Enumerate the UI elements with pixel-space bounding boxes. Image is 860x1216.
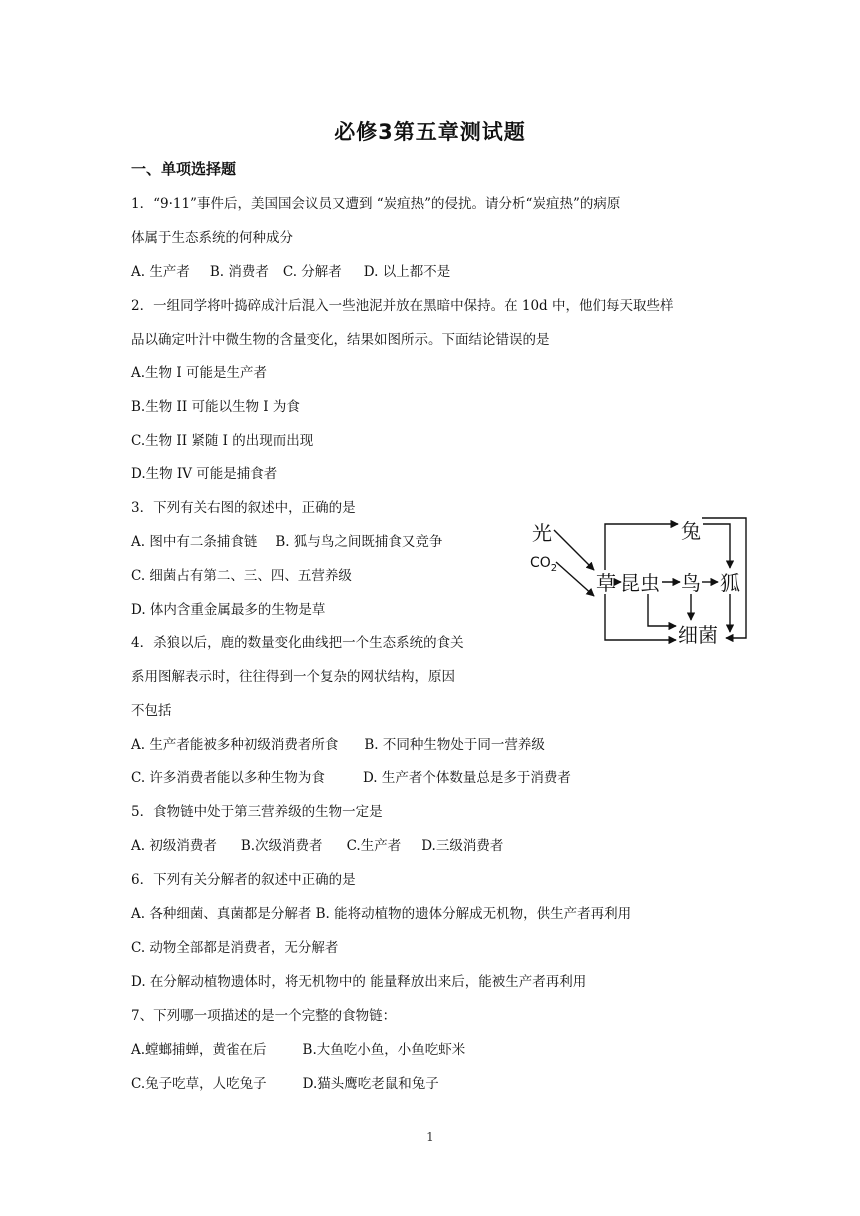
arrow-co2-to-grass: [556, 562, 594, 596]
q6-option-d: D. 在分解动植物遗体时，将无机物中的 能量释放出来后，能被生产者再利用: [131, 974, 587, 990]
q2-option-c: C.生物 II 紧随 I 的出现而出现: [131, 433, 314, 449]
q5-stem: 5．食物链中处于第三营养级的生物一定是: [131, 804, 383, 820]
arrow-grass-to-rabbit: [605, 524, 678, 570]
node-fox: 狐: [720, 571, 740, 595]
q4-stem-line3: 不包括: [131, 703, 172, 719]
q6-options-ab: A. 各种细菌、真菌都是分解者 B. 能将动植物的遗体分解成无机物，供生产者再利用: [131, 906, 632, 922]
q3-options-ab: [131, 530, 442, 550]
q2-option-b: B.生物 II 可能以生物 I 为食: [131, 399, 300, 415]
node-grass: 草: [596, 571, 616, 595]
q5-option-c: C.生产者: [346, 838, 402, 854]
q4-option-b: B. 不同种生物处于同一营养级: [364, 737, 545, 753]
q4-option-d: D. 生产者个体数量总是多于消费者: [362, 770, 571, 786]
q7-option-b: B.大鱼吃小鱼，小鱼吃虾米: [302, 1042, 466, 1058]
q4-options-ab: [131, 733, 545, 753]
q1-option-c: C. 分解者: [282, 264, 342, 280]
page-title: 必修3第五章测试题: [334, 120, 526, 144]
q5-option-b: B.次级消费者: [240, 838, 323, 854]
node-co2: $CO_2$: [530, 555, 558, 574]
q6-stem: 6．下列有关分解者的叙述中正确的是: [131, 872, 356, 888]
q1-stem-line1: 1．“9·11”事件后，美国国会议员又遭到 “炭疽热”的侵扰。请分析“炭疽热”的病原: [131, 196, 621, 212]
q7-stem: 7、下列哪一项描述的是一个完整的食物链：: [131, 1008, 397, 1024]
node-light: 光: [532, 521, 552, 545]
q3-option-d: D. 体内含重金属最多的生物是草: [131, 602, 326, 618]
arrow-insect-to-bacteria: [648, 594, 676, 626]
q4-options-cd: [131, 766, 571, 786]
q2-option-d: D.生物 IV 可能是捕食者: [131, 466, 278, 482]
q2-option-a: A.生物 I 可能是生产者: [131, 365, 267, 381]
q1-option-b: B. 消费者: [209, 264, 269, 280]
node-rabbit: 兔: [681, 519, 701, 543]
page-number: 1: [426, 1130, 434, 1144]
q7-option-d: D.猫头鹰吃老鼠和兔子: [302, 1076, 439, 1092]
q2-stem-line1: 2．一组同学将叶捣碎成汁后混入一些池泥并放在黑暗中保持。在 10d 中，他们每天取些样: [131, 298, 674, 314]
q1-options: [131, 260, 450, 280]
node-bird: 鸟: [681, 571, 701, 595]
q5-options: [131, 834, 503, 854]
q5-option-d: D.三级消费者: [421, 838, 504, 854]
q1-stem-line2: 体属于生态系统的何种成分: [131, 230, 293, 246]
q4-option-c: C. 许多消费者能以多种生物为食: [131, 770, 325, 786]
q3-stem: 3．下列有关右图的叙述中，正确的是: [131, 500, 356, 516]
q7-option-c: C.兔子吃草，人吃兔子: [131, 1076, 267, 1092]
q5-option-a: A. 初级消费者: [131, 838, 217, 854]
q6-option-c: C. 动物全部都是消费者，无分解者: [131, 940, 339, 956]
node-bacteria: 细菌: [678, 623, 718, 647]
q4-stem-line1: 4．杀狼以后，鹿的数量变化曲线把一个生态系统的食关: [131, 635, 464, 651]
q7-option-a: A.螳螂捕蝉，黄雀在后: [131, 1042, 267, 1058]
arrow-grass-to-bacteria: [605, 594, 676, 640]
q3-option-a: A. 图中有二条捕食链: [131, 534, 258, 550]
node-insect: 昆虫: [620, 571, 660, 595]
q3-option-c: C. 细菌占有第二、三、四、五营养级: [131, 568, 352, 584]
q1-option-d: D. 以上都不是: [363, 264, 451, 280]
q7-options-ab: [131, 1038, 465, 1058]
q2-stem-line2: 品以确定叶汁中微生物的含量变化，结果如图所示。下面结论错误的是: [131, 332, 550, 348]
arrow-rabbit-to-fox: [703, 524, 730, 568]
q4-stem-line2: 系用图解表示时，往往得到一个复杂的网状结构，原因: [131, 669, 455, 685]
q4-option-a: A. 生产者能被多种初级消费者所食: [131, 737, 339, 753]
q3-option-b: B. 狐与鸟之间既捕食又竞争: [275, 534, 443, 550]
arrow-light-to-grass: [554, 530, 594, 570]
q1-option-a: A. 生产者: [131, 264, 190, 280]
section-heading: 一、单项选择题: [131, 160, 237, 178]
q7-options-cd: [131, 1072, 439, 1092]
food-web-diagram: [526, 512, 756, 648]
